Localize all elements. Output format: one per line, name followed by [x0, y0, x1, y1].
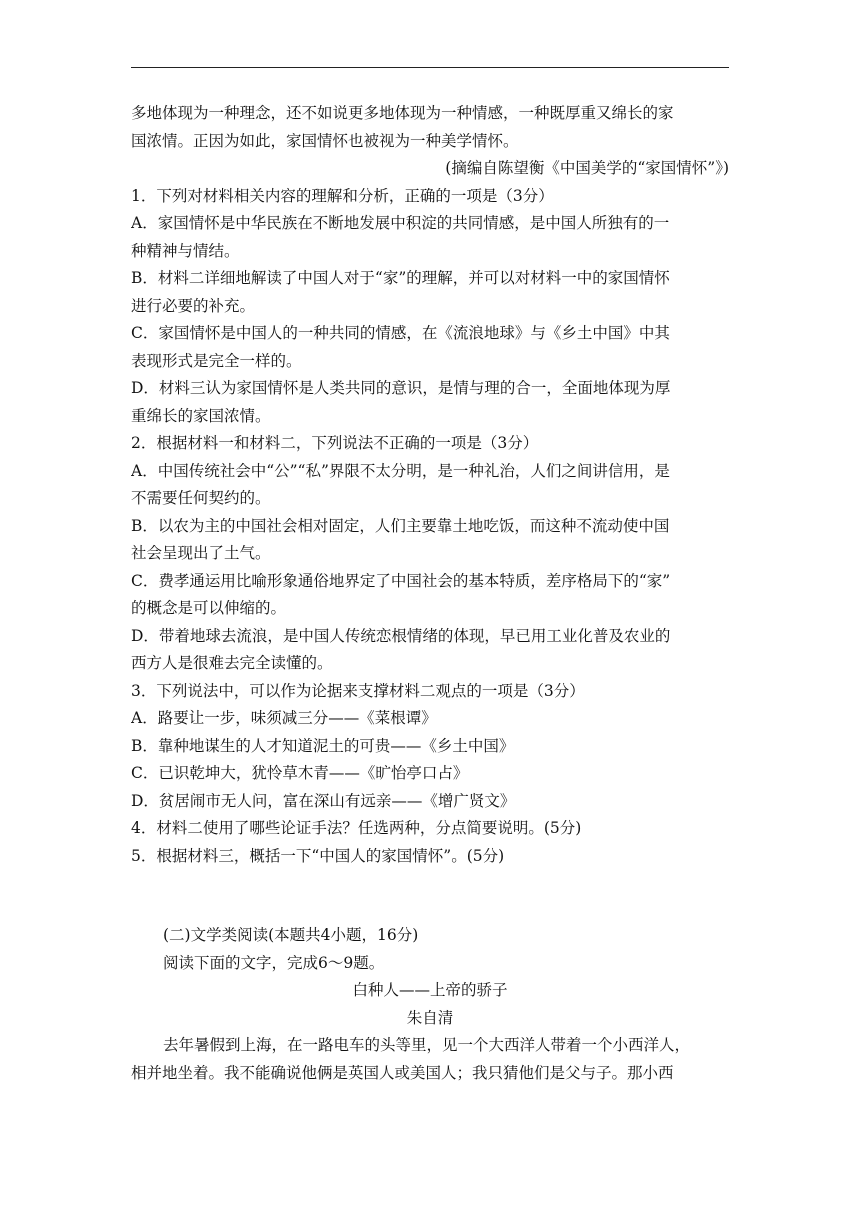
source-citation: (摘编自陈望衡《中国美学的“家国情怀”》)	[445, 159, 729, 177]
section-heading: (二)文学类阅读(本题共4小题，16分)	[163, 926, 419, 944]
article-body-line: 相并地坐着。我不能确说他俩是英国人或美国人；我只猜他们是父与子。那小西	[131, 1063, 674, 1082]
option-line: B．以农为主的中国社会相对固定，人们主要靠土地吃饭，而这种不流动使中国	[131, 516, 670, 535]
question-stem: 5．根据材料三，概括一下“中国人的家国情怀”。(5分)	[131, 846, 505, 865]
option-line: B．靠种地谋生的人才知道泥土的可贵——《乡土中国》	[131, 736, 515, 755]
article-author: 朱自清	[406, 1008, 454, 1027]
option-line: 表现形式是完全一样的。	[131, 351, 302, 370]
question-stem: 1．下列对材料相关内容的理解和分析，正确的一项是（3分）	[131, 186, 554, 205]
question-stem: 3．下列说法中，可以作为论据来支撑材料二观点的一项是（3分）	[131, 681, 585, 700]
option-line: C．已识乾坤大，犹怜草木青——《旷怡亭口占》	[131, 764, 469, 782]
option-line: 重绵长的家国浓情。	[131, 406, 271, 425]
option-line: 进行必要的补充。	[131, 296, 256, 315]
header-rule	[131, 67, 729, 68]
option-line: D．材料三认为家国情怀是人类共同的意识，是情与理的合一，全面地体现为厚	[131, 379, 671, 397]
intro-line: 多地体现为一种理念，还不如说更多地体现为一种情感，一种既厚重又绵长的家	[131, 104, 674, 122]
intro-line: 国浓情。正因为如此，家国情怀也被视为一种美学情怀。	[131, 131, 519, 150]
option-line: A．路要让一步，味须减三分——《菜根谭》	[131, 709, 437, 727]
option-line: A．家国情怀是中华民族在不断地发展中积淀的共同情感，是中国人所独有的一	[131, 214, 670, 232]
option-line: 社会呈现出了土气。	[131, 544, 271, 562]
option-line: 不需要任何契约的。	[131, 489, 271, 507]
option-line: D．带着地球去流浪，是中国人传统恋根情绪的体现，早已用工业化普及农业的	[131, 626, 671, 645]
option-line: C．家国情怀是中国人的一种共同的情感，在《流浪地球》与《乡土中国》中其	[131, 324, 670, 342]
article-body-line: 去年暑假到上海，在一路电车的头等里，见一个大西洋人带着一个小西洋人，	[163, 1036, 691, 1054]
option-line: B．材料二详细地解读了中国人对于“家”的理解，并可以对材料一中的家国情怀	[131, 269, 670, 287]
option-line: A．中国传统社会中“公”“私”界限不太分明，是一种礼治，人们之间讲信用，是	[131, 461, 670, 480]
option-line: 西方人是很难去完全读懂的。	[131, 654, 333, 672]
section-instruction: 阅读下面的文字，完成6～9题。	[163, 953, 385, 972]
option-line: D．贫居闹市无人问，富在深山有远亲——《增广贤文》	[131, 791, 516, 810]
question-stem: 2．根据材料一和材料二，下列说法不正确的一项是（3分）	[131, 434, 539, 452]
option-line: 的概念是可以伸缩的。	[131, 599, 287, 617]
question-stem: 4．材料二使用了哪些论证手法？任选两种，分点简要说明。(5分)	[131, 819, 582, 837]
option-line: C．费孝通运用比喻形象通俗地界定了中国社会的基本特质，差序格局下的“家”	[131, 571, 671, 590]
document-page	[131, 100, 729, 1087]
article-title: 白种人——上帝的骄子	[352, 981, 508, 999]
option-line: 种精神与情结。	[131, 241, 240, 260]
